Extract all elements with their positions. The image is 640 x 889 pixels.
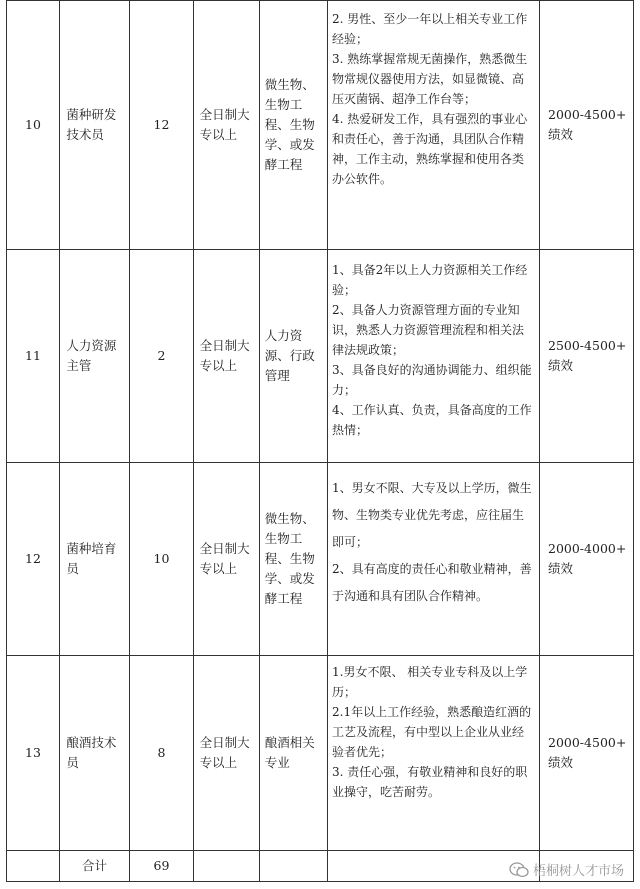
- position-cell: [60, 1, 130, 250]
- position-cell: [60, 250, 130, 463]
- education-text: 全日制大专以上: [199, 107, 250, 142]
- position-name: 菌种研发技术员: [66, 107, 117, 142]
- row-number: 11: [7, 250, 60, 463]
- position-name: 酿酒技术员: [66, 735, 117, 770]
- requirement-item: 2. 男性、至少一年以上相关专业工作经验；: [332, 12, 528, 46]
- requirement-item: 2、具备人力资源管理方面的专业知识，熟悉人力资源管理流程和相关法律法规政策；: [332, 303, 525, 357]
- major-cell: [260, 1, 328, 250]
- education-text: 全日制大专以上: [199, 541, 250, 576]
- headcount-cell: 8: [130, 656, 194, 851]
- education-text: 全日制大专以上: [199, 338, 250, 373]
- empty-cell: [260, 851, 328, 882]
- requirement-item: 3、具备良好的沟通协调能力、组织能力；: [332, 363, 532, 397]
- table-row: [7, 1, 634, 250]
- major-cell: [260, 250, 328, 463]
- table-row: [7, 250, 634, 463]
- watermark: [509, 860, 624, 879]
- table-row: [7, 463, 634, 656]
- salary-cell: 2500-4500+ 绩效: [540, 250, 634, 463]
- requirement-item: 3. 熟练掌握常规无菌操作，熟悉微生物常规仪器使用方法，如显微镜、高压灭菌锅、超净工作台等；: [332, 52, 528, 106]
- requirements-cell: [328, 1, 540, 250]
- education-text: 全日制大专以上: [199, 735, 250, 770]
- requirements-cell: [328, 463, 540, 656]
- education-cell: [194, 463, 260, 656]
- education-cell: [194, 250, 260, 463]
- position-cell: [60, 656, 130, 851]
- requirement-item: 1.男女不限、 相关专业专科及以上学历；: [332, 665, 528, 699]
- empty-cell: [7, 851, 60, 882]
- total-label: 合计: [60, 851, 130, 882]
- row-number: 12: [7, 463, 60, 656]
- requirement-item: 1、具备2年以上人力资源相关工作经验；: [332, 263, 528, 297]
- salary-cell: 2000-4000+ 绩效: [540, 463, 634, 656]
- position-name: 菌种培育员: [66, 541, 117, 576]
- watermark-text: 梧桐树人才市场: [532, 864, 624, 879]
- major-cell: [260, 656, 328, 851]
- education-cell: [194, 1, 260, 250]
- table-row: [7, 656, 634, 851]
- headcount-cell: 10: [130, 463, 194, 656]
- requirements-cell: [328, 250, 540, 463]
- salary-cell: 2000-4500+ 绩效: [540, 656, 634, 851]
- requirements-cell: [328, 656, 540, 851]
- row-number: 10: [7, 1, 60, 250]
- major-text: 微生物、生物工程、生物学、或发酵工程: [264, 511, 315, 606]
- position-cell: [60, 463, 130, 656]
- major-cell: [260, 463, 328, 656]
- major-text: 人力资源、行政管理: [264, 328, 315, 383]
- headcount-cell: 2: [130, 250, 194, 463]
- recruitment-table: [6, 0, 634, 882]
- row-number: 13: [7, 656, 60, 851]
- requirement-item: 2、具有高度的责任心和敬业精神，善于沟通和具有团队合作精神。: [332, 562, 532, 603]
- education-cell: [194, 656, 260, 851]
- requirement-item: 4、工作认真、负责，具备高度的工作热情；: [332, 403, 532, 437]
- wechat-icon: [509, 862, 529, 878]
- empty-cell: [328, 851, 540, 882]
- total-count: 69: [130, 851, 194, 882]
- requirement-item: 1、男女不限、大专及以上学历，微生物、生物类专业优先考虑，应往届生即可；: [332, 481, 532, 549]
- major-text: 微生物、生物工程、生物学、或发酵工程: [264, 77, 315, 172]
- requirement-item: 4. 热爱研发工作，具有强烈的事业心和责任心，善于沟通，具团队合作精神，工作主动，熟练掌握和使用各类办公软件。: [332, 112, 528, 186]
- headcount-cell: 12: [130, 1, 194, 250]
- major-text: 酿酒相关专业: [264, 735, 315, 770]
- empty-cell: [194, 851, 260, 882]
- requirement-item: 2.1年以上工作经验，熟悉酿造红酒的工艺及流程，有中型以上企业从业经验者优先；: [332, 705, 532, 759]
- position-name: 人力资源主管: [66, 338, 117, 373]
- salary-cell: 2000-4500+ 绩效: [540, 1, 634, 250]
- requirement-item: 3. 责任心强，有敬业精神和良好的职业操守，吃苦耐劳。: [332, 765, 528, 799]
